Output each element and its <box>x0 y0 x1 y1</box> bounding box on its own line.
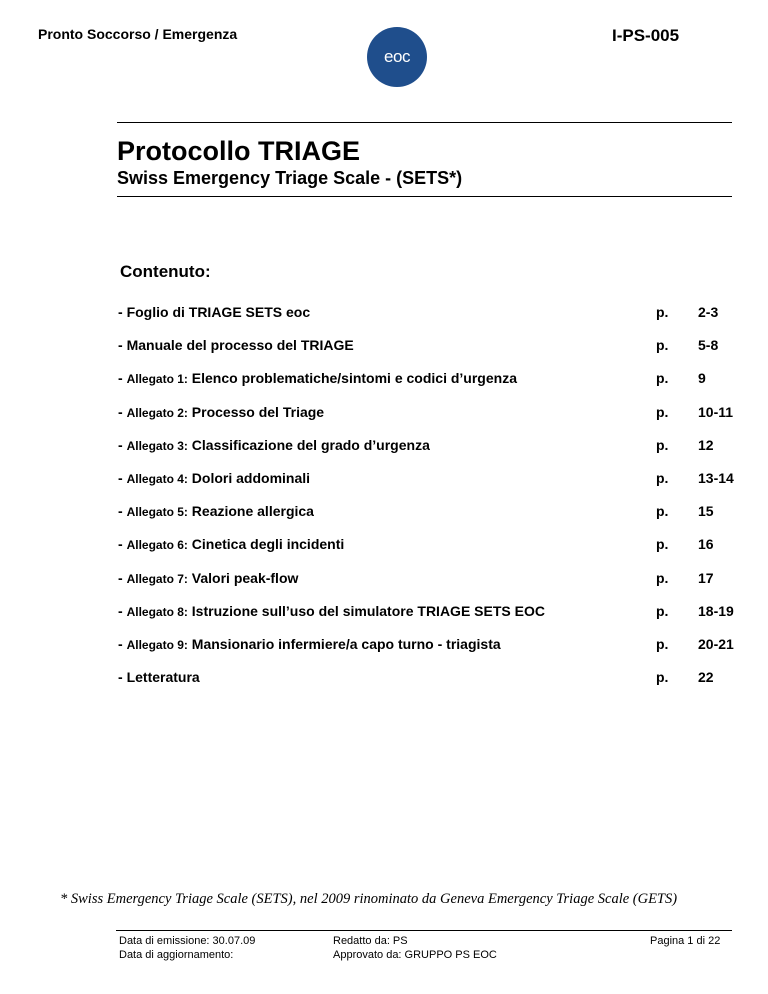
toc-entry-allegato: Allegato 1: <box>126 372 188 387</box>
approved-by: Approvato da: GRUPPO PS EOC <box>333 949 497 961</box>
toc-entry-label <box>118 370 517 386</box>
toc-entry-allegato: Allegato 2: <box>126 405 188 420</box>
toc-entry-pages: 13-14 <box>698 470 734 486</box>
toc-entry <box>118 437 748 459</box>
toc-entry-text: Valori peak-flow <box>191 569 299 586</box>
toc-entry-prefix: - <box>118 669 127 686</box>
toc-entry-text: Cinetica degli incidenti <box>191 536 345 553</box>
footer-rule <box>116 930 732 931</box>
eoc-logo <box>367 27 427 87</box>
toc-entry-page-abbr: p. <box>656 503 669 520</box>
toc-entry-label <box>118 570 298 586</box>
toc-heading: Contenuto: <box>120 262 211 281</box>
toc-entry-pages: 16 <box>698 536 714 553</box>
logo-text: eoc <box>384 47 410 66</box>
toc-entry-text: Letteratura <box>126 669 200 686</box>
toc-entry-pages: 2-3 <box>698 304 719 320</box>
toc-entry-prefix: - <box>118 503 127 520</box>
toc-entry-prefix: - <box>118 602 127 619</box>
toc-entry-pages: 22 <box>698 669 714 686</box>
toc-entry-allegato: Allegato 8: <box>126 604 188 619</box>
toc-entry-allegato: Allegato 4: <box>126 472 188 486</box>
toc-entry-prefix: - <box>118 370 127 387</box>
toc-entry-text: Mansionario infermiere/a capo turno - triagista <box>191 636 501 652</box>
toc-entry-label <box>118 669 200 685</box>
title-top-rule <box>117 122 732 123</box>
toc-entry <box>118 536 748 558</box>
toc-entry-pages: 18-19 <box>698 602 734 619</box>
toc-entry-prefix: - <box>118 636 127 652</box>
toc-entry-page-abbr: p. <box>656 536 669 553</box>
toc-entry-pages: 20-21 <box>698 636 734 652</box>
footer-dates <box>119 934 255 962</box>
toc-entry-label <box>118 636 501 652</box>
title-bottom-rule <box>117 196 732 197</box>
toc-entry-page-abbr: p. <box>656 470 669 486</box>
toc-entry-allegato: Allegato 9: <box>126 638 188 652</box>
toc-entry-pages: 15 <box>698 503 714 520</box>
toc-entry-prefix: - <box>118 337 127 354</box>
toc-entry <box>118 636 748 658</box>
toc-entry-label <box>118 603 545 619</box>
toc-entry-pages: 12 <box>698 436 714 453</box>
toc-entry-text: Elenco problematiche/sintomi e codici d’urgenza <box>191 370 517 387</box>
toc-entry <box>118 603 748 625</box>
toc-entry-label <box>118 470 310 486</box>
toc-entry-prefix: - <box>118 536 127 553</box>
toc-entry-text: Classificazione del grado d’urgenza <box>191 436 430 453</box>
toc-entry-pages: 10-11 <box>698 403 734 420</box>
toc-entry-page-abbr: p. <box>656 636 669 652</box>
toc-entry-text: Processo del Triage <box>191 403 325 420</box>
toc-entry-text: Reazione allergica <box>191 503 314 520</box>
toc-entry-label <box>118 404 324 420</box>
toc-entry-label <box>118 503 314 519</box>
toc-entry-page-abbr: p. <box>656 569 669 586</box>
toc-entry-allegato: Allegato 5: <box>126 505 188 520</box>
toc-entry <box>118 570 748 592</box>
toc-entry-text: Dolori addominali <box>191 470 311 486</box>
toc-entry-text: Manuale del processo del TRIAGE <box>126 337 354 354</box>
update-date: Data di aggiornamento: <box>119 949 234 961</box>
toc-entry-prefix: - <box>118 436 127 453</box>
toc-entry-page-abbr: p. <box>656 403 669 420</box>
toc-entry <box>118 337 748 359</box>
toc-entry-label <box>118 337 354 353</box>
toc-entry-page-abbr: p. <box>656 602 669 619</box>
toc-entry <box>118 503 748 525</box>
toc-entry-page-abbr: p. <box>656 304 669 320</box>
toc-entry-label <box>118 304 310 320</box>
toc-entry <box>118 304 748 326</box>
toc-entry-label <box>118 437 430 453</box>
toc-entry-prefix: - <box>118 304 127 320</box>
footnote: * Swiss Emergency Triage Scale (SETS), nel 2009 rinominato da Geneva Emergency Triage Scale (GETS) <box>60 891 678 907</box>
toc-entry-pages: 17 <box>698 569 714 586</box>
toc-entry <box>118 470 748 492</box>
toc-entry-pages: 9 <box>698 370 706 387</box>
document-title: Protocollo TRIAGE <box>117 136 360 166</box>
toc-entry-page-abbr: p. <box>656 436 669 453</box>
toc-entry <box>118 370 748 392</box>
document-subtitle: Swiss Emergency Triage Scale - (SETS*) <box>117 168 463 188</box>
page-info: Pagina 1 di 22 <box>650 935 721 947</box>
toc-entry-text: Foglio di TRIAGE SETS eoc <box>126 304 311 320</box>
toc-entry-page-abbr: p. <box>656 669 669 686</box>
toc-entry-page-abbr: p. <box>656 337 669 354</box>
toc-entry-text: Istruzione sull’uso del simulatore TRIAGE SETS EOC <box>191 602 545 619</box>
toc-entry-allegato: Allegato 3: <box>126 438 188 453</box>
issue-date: Data di emissione: 30.07.09 <box>119 935 256 947</box>
toc-entry-page-abbr: p. <box>656 370 669 387</box>
toc-entry-prefix: - <box>118 403 127 420</box>
footer-authors <box>333 934 497 962</box>
toc-entry-label <box>118 536 344 552</box>
header-department: Pronto Soccorso / Emergenza <box>38 26 238 42</box>
written-by: Redatto da: PS <box>333 935 408 947</box>
toc-entry-pages: 5-8 <box>698 337 719 354</box>
toc-entry <box>118 404 748 426</box>
document-code: I-PS-005 <box>612 26 680 45</box>
toc-entry <box>118 669 748 691</box>
toc-entry-prefix: - <box>118 470 127 486</box>
toc-entry-prefix: - <box>118 569 127 586</box>
toc-entry-allegato: Allegato 7: <box>126 571 188 586</box>
toc-entry-allegato: Allegato 6: <box>126 538 188 553</box>
